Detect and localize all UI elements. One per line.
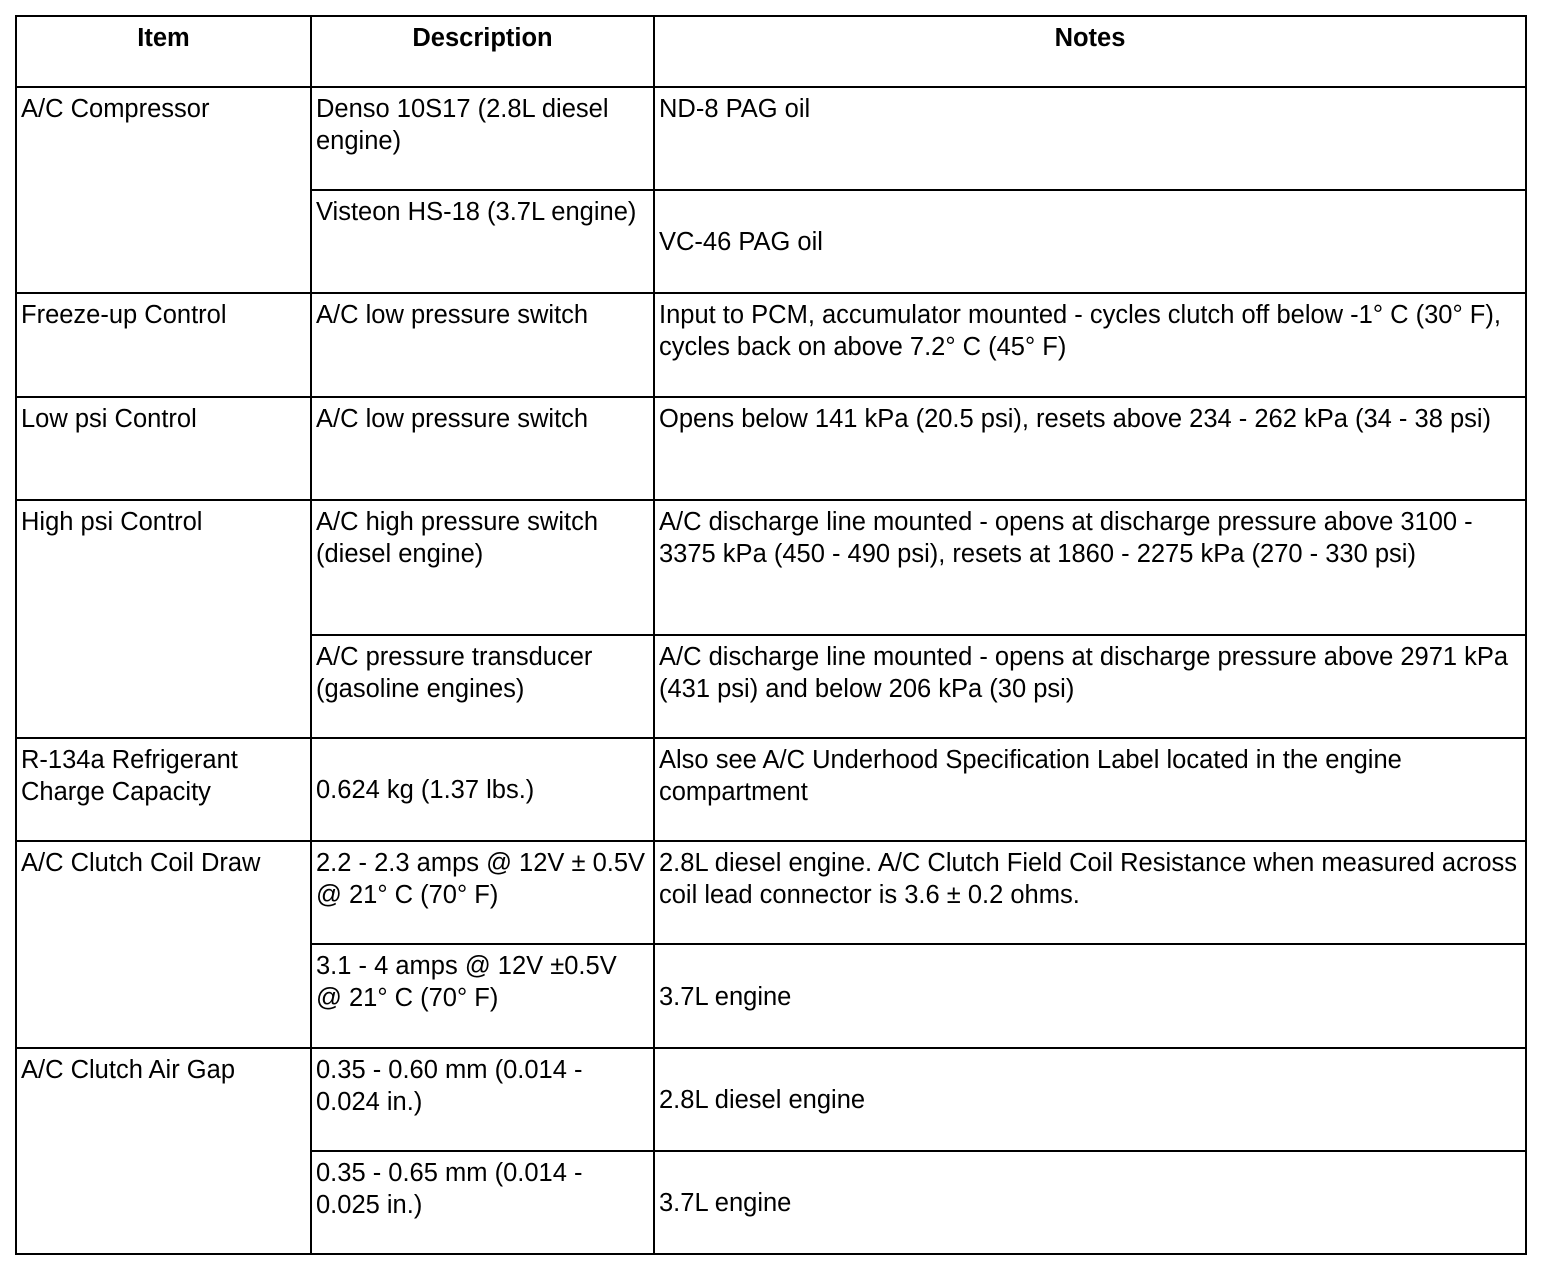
table-row xyxy=(16,841,1526,944)
notes-cell: Input to PCM, accumulator mounted - cycles clutch off below -1° C (30° F), cycles back on above 7.2° C (45° F) xyxy=(654,293,1526,396)
notes-cell: Also see A/C Underhood Specification Label located in the engine compartment xyxy=(654,738,1526,841)
description-cell: A/C high pressure switch (diesel engine) xyxy=(311,500,654,635)
description-cell: Denso 10S17 (2.8L diesel engine) xyxy=(311,87,654,190)
item-cell: A/C Compressor xyxy=(16,87,311,293)
notes-cell: 3.7L engine xyxy=(654,944,1526,1047)
table-row xyxy=(16,87,1526,190)
table-row xyxy=(16,397,1526,500)
notes-cell: 2.8L diesel engine. A/C Clutch Field Coil Resistance when measured across coil lead connector is 3.6 ± 0.2 ohms. xyxy=(654,841,1526,944)
description-cell: A/C low pressure switch xyxy=(311,397,654,500)
notes-cell: VC-46 PAG oil xyxy=(654,190,1526,293)
description-cell: 2.2 - 2.3 amps @ 12V ± 0.5V @ 21° C (70° F) xyxy=(311,841,654,944)
item-cell: High psi Control xyxy=(16,500,311,738)
table-header-row xyxy=(16,16,1526,87)
item-cell: R-134a Refrigerant Charge Capacity xyxy=(16,738,311,841)
description-cell: 0.624 kg (1.37 lbs.) xyxy=(311,738,654,841)
table-row xyxy=(16,500,1526,635)
specification-table xyxy=(15,15,1527,1255)
column-header-description: Description xyxy=(311,16,654,87)
column-header-item: Item xyxy=(16,16,311,87)
description-cell: A/C low pressure switch xyxy=(311,293,654,396)
item-cell: Freeze-up Control xyxy=(16,293,311,396)
description-cell: 0.35 - 0.60 mm (0.014 - 0.024 in.) xyxy=(311,1048,654,1151)
item-cell: A/C Clutch Coil Draw xyxy=(16,841,311,1047)
table-row xyxy=(16,293,1526,396)
table-row xyxy=(16,1048,1526,1151)
column-header-notes: Notes xyxy=(654,16,1526,87)
notes-cell: A/C discharge line mounted - opens at discharge pressure above 2971 kPa (431 psi) and below 206 kPa (30 psi) xyxy=(654,635,1526,738)
item-cell: A/C Clutch Air Gap xyxy=(16,1048,311,1254)
description-cell: Visteon HS-18 (3.7L engine) xyxy=(311,190,654,293)
description-cell: 3.1 - 4 amps @ 12V ±0.5V @ 21° C (70° F) xyxy=(311,944,654,1047)
item-cell: Low psi Control xyxy=(16,397,311,500)
notes-cell: A/C discharge line mounted - opens at discharge pressure above 3100 - 3375 kPa (450 - 490 psi), resets at 1860 - 2275 kPa (270 - 330 psi) xyxy=(654,500,1526,635)
notes-cell: Opens below 141 kPa (20.5 psi), resets above 234 - 262 kPa (34 - 38 psi) xyxy=(654,397,1526,500)
table-row xyxy=(16,738,1526,841)
notes-cell: 3.7L engine xyxy=(654,1151,1526,1254)
notes-cell: 2.8L diesel engine xyxy=(654,1048,1526,1151)
notes-cell: ND-8 PAG oil xyxy=(654,87,1526,190)
description-cell: 0.35 - 0.65 mm (0.014 - 0.025 in.) xyxy=(311,1151,654,1254)
description-cell: A/C pressure transducer (gasoline engines) xyxy=(311,635,654,738)
